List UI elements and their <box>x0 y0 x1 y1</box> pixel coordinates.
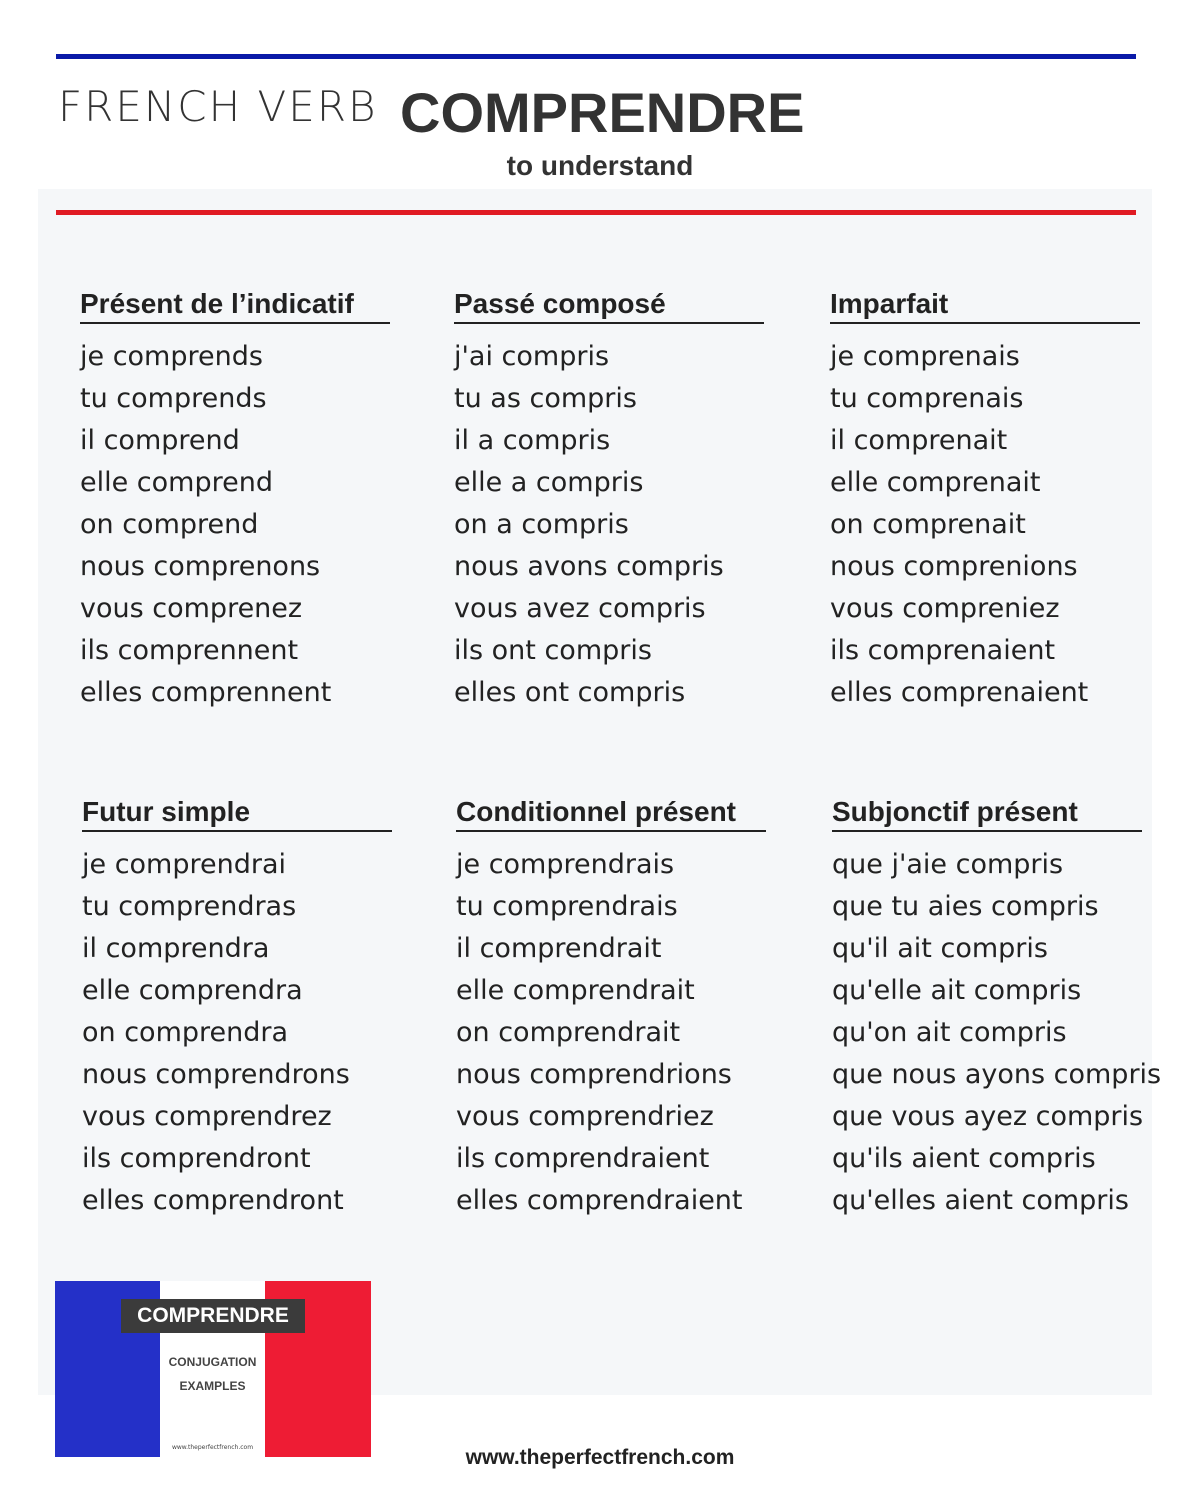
conjugation-form: vous comprendrez <box>82 1101 332 1132</box>
tense-title: Présent de l’indicatif <box>80 288 390 324</box>
conjugation-form: que vous ayez compris <box>832 1101 1144 1132</box>
tense-block-conditionnel <box>456 796 776 1222</box>
conjugation-form: qu'elles aient compris <box>832 1185 1129 1216</box>
conjugation-form: tu comprendrais <box>456 891 678 922</box>
conjugation-form: qu'elle ait compris <box>832 975 1082 1006</box>
conjugation-form: nous comprenons <box>80 551 321 582</box>
conjugation-form: ils ont compris <box>454 635 652 666</box>
conjugation-form: vous avez compris <box>454 593 706 624</box>
conjugation-form: tu comprenais <box>830 383 1024 414</box>
conjugation-form: il comprendra <box>82 933 270 964</box>
forms-list <box>456 844 776 1222</box>
conjugation-form: ils comprendraient <box>456 1143 710 1174</box>
conjugation-form: on comprendra <box>82 1017 289 1048</box>
tense-title: Subjonctif présent <box>832 796 1142 832</box>
conjugation-form: ils comprendront <box>82 1143 311 1174</box>
conjugation-form: il comprend <box>80 425 240 456</box>
book-title: COMPRENDRE <box>121 1299 305 1333</box>
conjugation-form: il a compris <box>454 425 611 456</box>
conjugation-form: que j'aie compris <box>832 849 1064 880</box>
header-label: FRENCH VERB <box>58 82 378 131</box>
forms-list <box>454 336 774 714</box>
conjugation-form: vous comprenez <box>80 593 303 624</box>
book-subtitle: EXAMPLES <box>179 1379 246 1393</box>
book-subtitle: CONJUGATION <box>168 1355 257 1369</box>
tense-block-futur <box>82 796 402 1222</box>
conjugation-form: tu as compris <box>454 383 637 414</box>
conjugation-form: il comprendrait <box>456 933 662 964</box>
forms-list <box>832 844 1162 1222</box>
conjugation-form: nous avons compris <box>454 551 724 582</box>
conjugation-form: on a compris <box>454 509 629 540</box>
conjugation-form: je comprenais <box>830 341 1020 372</box>
conjugation-form: qu'il ait compris <box>832 933 1048 964</box>
conjugation-form: nous comprendrons <box>82 1059 350 1090</box>
conjugation-form: qu'ils aient compris <box>832 1143 1096 1174</box>
conjugation-form: tu comprends <box>80 383 267 414</box>
conjugation-form: ils comprennent <box>80 635 299 666</box>
conjugation-form: elles comprenaient <box>830 677 1089 708</box>
book-url: www.theperfectfrench.com <box>171 1444 254 1451</box>
top-blue-rule <box>56 54 1136 59</box>
conjugation-form: elles comprendront <box>82 1185 344 1216</box>
conjugation-form: elle comprenait <box>830 467 1041 498</box>
conjugation-form: ils comprenaient <box>830 635 1056 666</box>
conjugation-form: elle comprend <box>80 467 273 498</box>
conjugation-form: nous comprendrions <box>456 1059 732 1090</box>
conjugation-form: tu comprendras <box>82 891 297 922</box>
conjugation-form: on comprend <box>80 509 259 540</box>
conjugation-form: vous compreniez <box>830 593 1060 624</box>
tense-block-imparfait <box>830 288 1150 714</box>
tense-title: Futur simple <box>82 796 392 832</box>
tense-title: Imparfait <box>830 288 1140 324</box>
verb-translation: to understand <box>506 150 694 181</box>
forms-list <box>830 336 1150 714</box>
conjugation-form: je comprendrai <box>82 849 287 880</box>
book-cover-thumbnail <box>55 1281 371 1457</box>
tense-block-subjonctif <box>832 796 1162 1222</box>
tense-block-present <box>80 288 400 714</box>
tense-block-passe-compose <box>454 288 774 714</box>
conjugation-form: je comprends <box>80 341 263 372</box>
conjugation-form: on comprenait <box>830 509 1026 540</box>
verb-title: COMPRENDRE <box>400 81 805 144</box>
conjugation-form: elles ont compris <box>454 677 686 708</box>
conjugation-form: elle a compris <box>454 467 644 498</box>
conjugation-form: que nous ayons compris <box>832 1059 1162 1090</box>
conjugation-form: on comprendrait <box>456 1017 681 1048</box>
conjugation-form: elles comprennent <box>80 677 332 708</box>
conjugation-form: elles comprendraient <box>456 1185 743 1216</box>
conjugation-form: j'ai compris <box>454 341 610 372</box>
conjugation-form: vous comprendriez <box>456 1101 714 1132</box>
conjugation-form: elle comprendrait <box>456 975 695 1006</box>
tense-title: Passé composé <box>454 288 764 324</box>
conjugation-form: que tu aies compris <box>832 891 1099 922</box>
red-rule <box>56 210 1136 215</box>
conjugation-form: nous comprenions <box>830 551 1078 582</box>
forms-list <box>80 336 400 714</box>
footer-website: www.theperfectfrench.com <box>465 1446 735 1469</box>
conjugation-form: elle comprendra <box>82 975 303 1006</box>
tense-title: Conditionnel présent <box>456 796 766 832</box>
conjugation-form: qu'on ait compris <box>832 1017 1067 1048</box>
conjugation-form: il comprenait <box>830 425 1008 456</box>
forms-list <box>82 844 402 1222</box>
conjugation-form: je comprendrais <box>456 849 675 880</box>
